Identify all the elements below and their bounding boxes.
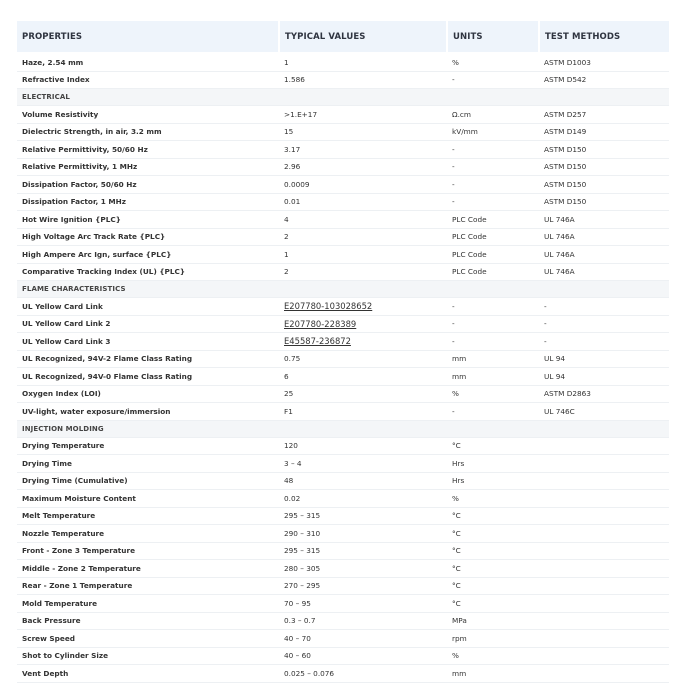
table-row	[17, 437, 669, 455]
typical-value: 0.0009	[279, 176, 447, 194]
unit: rpm	[447, 630, 539, 648]
property-name: UL Recognized, 94V-2 Flame Class Rating	[17, 350, 279, 368]
test-method: UL 746A	[539, 211, 669, 229]
property-name: Middle - Zone 2 Temperature	[17, 560, 279, 578]
typical-value: 295 – 315	[279, 507, 447, 525]
properties-table-container	[17, 21, 669, 683]
table-row	[17, 630, 669, 648]
property-name: Drying Temperature	[17, 437, 279, 455]
typical-value: 15	[279, 123, 447, 141]
unit: -	[447, 315, 539, 333]
unit: mm	[447, 368, 539, 386]
typical-value: 290 – 310	[279, 525, 447, 543]
typical-value: 25	[279, 385, 447, 403]
table-header	[17, 21, 669, 52]
unit: °C	[447, 437, 539, 455]
typical-value: 6	[279, 368, 447, 386]
typical-value: 4	[279, 211, 447, 229]
test-method	[539, 630, 669, 648]
unit: %	[447, 385, 539, 403]
table-row	[17, 560, 669, 578]
test-method: ASTM D1003	[539, 54, 669, 71]
test-method: ASTM D542	[539, 71, 669, 89]
test-method	[539, 595, 669, 613]
typical-value	[279, 298, 447, 316]
unit: -	[447, 71, 539, 89]
test-method: ASTM D257	[539, 106, 669, 124]
table-row	[17, 228, 669, 246]
test-method: UL 94	[539, 350, 669, 368]
test-method: ASTM D150	[539, 176, 669, 194]
table-row	[17, 193, 669, 211]
property-name: Back Pressure	[17, 612, 279, 630]
property-name: Dissipation Factor, 50/60 Hz	[17, 176, 279, 194]
table-row	[17, 647, 669, 665]
typical-value: 2	[279, 228, 447, 246]
yellow-card-link[interactable]: E45587-236872	[284, 336, 351, 347]
table-row	[17, 595, 669, 613]
header-row	[17, 21, 669, 52]
unit: %	[447, 490, 539, 508]
unit: -	[447, 158, 539, 176]
section-flame-characteristics	[17, 281, 669, 298]
unit: PLC Code	[447, 228, 539, 246]
property-name: Shot to Cylinder Size	[17, 647, 279, 665]
section-title: INJECTION MOLDING	[17, 420, 669, 437]
table-row	[17, 263, 669, 281]
test-method: UL 746A	[539, 228, 669, 246]
test-method	[539, 455, 669, 473]
typical-value: 1	[279, 54, 447, 71]
test-method: UL 746C	[539, 403, 669, 421]
table-row	[17, 54, 669, 71]
test-method: ASTM D150	[539, 158, 669, 176]
unit: -	[447, 298, 539, 316]
typical-value: 0.025 – 0.076	[279, 665, 447, 683]
property-name: UL Yellow Card Link 2	[17, 315, 279, 333]
typical-value: F1	[279, 403, 447, 421]
typical-value: 0.02	[279, 490, 447, 508]
table-row	[17, 106, 669, 124]
typical-value: 48	[279, 472, 447, 490]
property-name: UL Yellow Card Link	[17, 298, 279, 316]
typical-value: 120	[279, 437, 447, 455]
unit: kV/mm	[447, 123, 539, 141]
property-name: Nozzle Temperature	[17, 525, 279, 543]
table-row	[17, 71, 669, 89]
typical-value: 1	[279, 246, 447, 264]
section-injection-molding	[17, 420, 669, 437]
table-row	[17, 141, 669, 159]
test-method: ASTM D149	[539, 123, 669, 141]
property-name: Refractive Index	[17, 71, 279, 89]
typical-value: 1.586	[279, 71, 447, 89]
property-name: Dielectric Strength, in air, 3.2 mm	[17, 123, 279, 141]
table-row	[17, 350, 669, 368]
property-name: Comparative Tracking Index (UL) {PLC}	[17, 263, 279, 281]
typical-value: 3 – 4	[279, 455, 447, 473]
table-row	[17, 542, 669, 560]
unit: PLC Code	[447, 263, 539, 281]
test-method: ASTM D150	[539, 193, 669, 211]
test-method	[539, 612, 669, 630]
test-method: ASTM D2863	[539, 385, 669, 403]
test-method: ASTM D150	[539, 141, 669, 159]
property-name: Dissipation Factor, 1 MHz	[17, 193, 279, 211]
property-name: High Voltage Arc Track Rate {PLC}	[17, 228, 279, 246]
header-test-methods: TEST METHODS	[539, 21, 669, 52]
section-title: ELECTRICAL	[17, 89, 669, 106]
property-name: Melt Temperature	[17, 507, 279, 525]
test-method	[539, 507, 669, 525]
table-row	[17, 368, 669, 386]
test-method	[539, 525, 669, 543]
table-row	[17, 490, 669, 508]
test-method: UL 746A	[539, 246, 669, 264]
property-name: Relative Permittivity, 1 MHz	[17, 158, 279, 176]
unit: -	[447, 403, 539, 421]
unit: %	[447, 647, 539, 665]
property-name: Rear - Zone 1 Temperature	[17, 577, 279, 595]
header-typical-values: TYPICAL VALUES	[279, 21, 447, 52]
unit: Hrs	[447, 455, 539, 473]
unit: -	[447, 193, 539, 211]
unit: Ω.cm	[447, 106, 539, 124]
test-method	[539, 647, 669, 665]
property-name: High Ampere Arc Ign, surface {PLC}	[17, 246, 279, 264]
test-method	[539, 665, 669, 683]
table-row	[17, 665, 669, 683]
test-method: UL 94	[539, 368, 669, 386]
table-row	[17, 158, 669, 176]
yellow-card-link[interactable]: E207780-103028652	[284, 301, 373, 312]
table-row	[17, 507, 669, 525]
unit: mm	[447, 350, 539, 368]
property-name: Mold Temperature	[17, 595, 279, 613]
unit: °C	[447, 560, 539, 578]
typical-value: 40 – 70	[279, 630, 447, 648]
table-row	[17, 472, 669, 490]
unit: °C	[447, 542, 539, 560]
typical-value: 40 – 60	[279, 647, 447, 665]
unit: °C	[447, 525, 539, 543]
typical-value: 0.3 – 0.7	[279, 612, 447, 630]
unit: %	[447, 54, 539, 71]
test-method: UL 746A	[539, 263, 669, 281]
table-row	[17, 333, 669, 351]
unit: °C	[447, 595, 539, 613]
table-body	[17, 52, 669, 682]
test-method	[539, 437, 669, 455]
property-name: Front - Zone 3 Temperature	[17, 542, 279, 560]
table-row	[17, 298, 669, 316]
property-name: Hot Wire Ignition {PLC}	[17, 211, 279, 229]
test-method	[539, 577, 669, 595]
typical-value: 3.17	[279, 141, 447, 159]
typical-value	[279, 333, 447, 351]
table-row	[17, 385, 669, 403]
table-row	[17, 455, 669, 473]
property-name: Drying Time	[17, 455, 279, 473]
property-name: UL Recognized, 94V-0 Flame Class Rating	[17, 368, 279, 386]
typical-value: 295 – 315	[279, 542, 447, 560]
unit: °C	[447, 507, 539, 525]
test-method	[539, 490, 669, 508]
typical-value: 2	[279, 263, 447, 281]
table-row	[17, 176, 669, 194]
property-name: Oxygen Index (LOI)	[17, 385, 279, 403]
table-row	[17, 403, 669, 421]
property-name: Volume Resistivity	[17, 106, 279, 124]
unit: PLC Code	[447, 211, 539, 229]
typical-value	[279, 315, 447, 333]
typical-value: 2.96	[279, 158, 447, 176]
table-row	[17, 525, 669, 543]
unit: -	[447, 176, 539, 194]
test-method	[539, 542, 669, 560]
unit: Hrs	[447, 472, 539, 490]
property-name: Haze, 2.54 mm	[17, 54, 279, 71]
unit: °C	[447, 577, 539, 595]
table-row	[17, 612, 669, 630]
header-properties: PROPERTIES	[17, 21, 279, 52]
test-method: -	[539, 315, 669, 333]
table-row	[17, 211, 669, 229]
property-name: UL Yellow Card Link 3	[17, 333, 279, 351]
test-method	[539, 472, 669, 490]
unit: -	[447, 141, 539, 159]
property-name: Screw Speed	[17, 630, 279, 648]
property-name: Maximum Moisture Content	[17, 490, 279, 508]
typical-value: 70 – 95	[279, 595, 447, 613]
unit: PLC Code	[447, 246, 539, 264]
typical-value: 0.75	[279, 350, 447, 368]
property-name: UV-light, water exposure/immersion	[17, 403, 279, 421]
unit: -	[447, 333, 539, 351]
yellow-card-link[interactable]: E207780-228389	[284, 318, 357, 329]
typical-value: 280 – 305	[279, 560, 447, 578]
test-method: -	[539, 298, 669, 316]
typical-value: 0.01	[279, 193, 447, 211]
property-name: Vent Depth	[17, 665, 279, 683]
header-units: UNITS	[447, 21, 539, 52]
table-row	[17, 246, 669, 264]
property-name: Relative Permittivity, 50/60 Hz	[17, 141, 279, 159]
properties-table	[17, 21, 669, 683]
test-method: -	[539, 333, 669, 351]
unit: mm	[447, 665, 539, 683]
typical-value: 270 – 295	[279, 577, 447, 595]
table-row	[17, 315, 669, 333]
unit: MPa	[447, 612, 539, 630]
table-row	[17, 577, 669, 595]
section-electrical	[17, 89, 669, 106]
property-name: Drying Time (Cumulative)	[17, 472, 279, 490]
table-row	[17, 123, 669, 141]
typical-value: >1.E+17	[279, 106, 447, 124]
section-title: FLAME CHARACTERISTICS	[17, 281, 669, 298]
test-method	[539, 560, 669, 578]
